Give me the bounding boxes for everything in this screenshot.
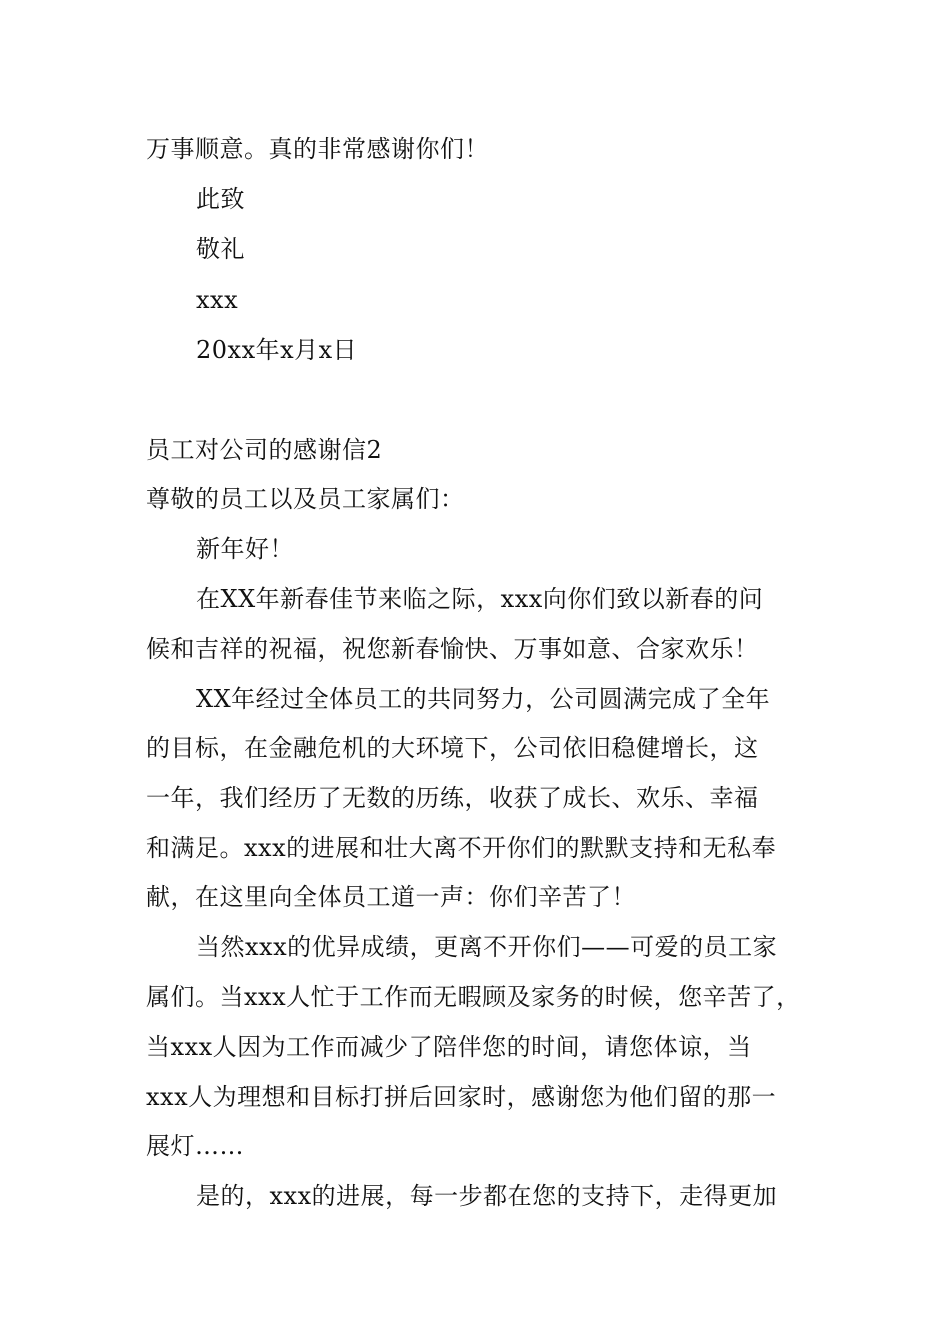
paragraph-line: 一年，我们经历了无数的历练，收获了成长、欢乐、幸福 — [146, 784, 759, 812]
paragraph-line: 候和吉祥的祝福，祝您新春愉快、万事如意、合家欢乐！ — [146, 635, 759, 663]
greeting: 尊敬的员工以及员工家属们： — [146, 485, 465, 513]
paragraph-line: 展灯…… — [146, 1132, 244, 1160]
paragraph-line: XX年经过全体员工的共同努力，公司圆满完成了全年 — [196, 685, 771, 713]
paragraph-line: 属们。当xxx人忙于工作而无暇顾及家务的时候，您辛苦了， — [146, 983, 801, 1011]
paragraph-line: 当xxx人因为工作而减少了陪伴您的时间，请您体谅，当 — [146, 1033, 752, 1061]
closing-line: 万事顺意。真的非常感谢你们！ — [146, 135, 489, 163]
paragraph-line: 当然xxx的优异成绩，更离不开你们——可爱的员工家 — [196, 933, 778, 961]
paragraph-line: 和满足。xxx的进展和壮大离不开你们的默默支持和无私奉 — [146, 834, 777, 862]
letter-title: 员工对公司的感谢信2 — [146, 436, 383, 464]
paragraph-line: 献，在这里向全体员工道一声：你们辛苦了！ — [146, 883, 636, 911]
paragraph-line: 的目标，在金融危机的大环境下，公司依旧稳健增长，这 — [146, 734, 759, 762]
salutation-2: 敬礼 — [196, 235, 245, 263]
new-year-wish: 新年好！ — [196, 535, 294, 563]
paragraph-line: 在XX年新春佳节来临之际，xxx向你们致以新春的问 — [196, 585, 764, 613]
signature: xxx — [196, 286, 239, 314]
date: 20xx年x月x日 — [196, 336, 358, 364]
paragraph-line: 是的，xxx的进展，每一步都在您的支持下，走得更加 — [196, 1182, 778, 1210]
paragraph-line: xxx人为理想和目标打拼后回家时，感谢您为他们留的那一 — [146, 1083, 777, 1111]
salutation-1: 此致 — [196, 185, 245, 213]
